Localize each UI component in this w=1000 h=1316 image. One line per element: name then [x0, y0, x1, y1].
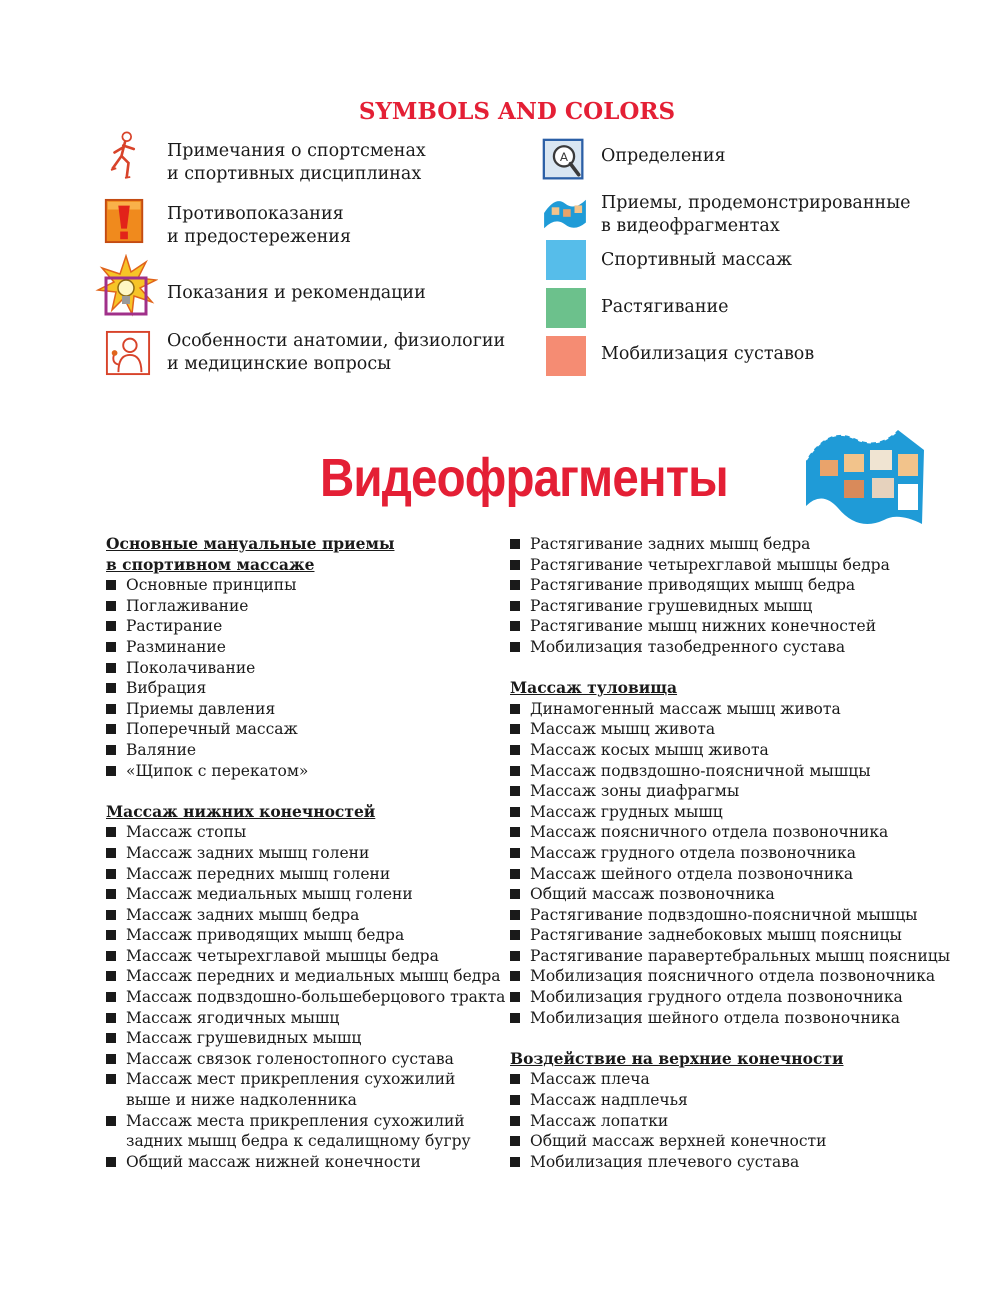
bullet-square-icon: [510, 971, 520, 981]
doctor-icon: [104, 330, 152, 376]
svg-text:A: A: [559, 149, 569, 164]
list-item: [510, 925, 950, 946]
list-item: [106, 843, 505, 864]
list-item: [510, 864, 950, 885]
list-item-label: Массаж шейного отдела позвоночника: [530, 864, 854, 883]
list-item-label: Разминание: [126, 637, 226, 656]
video-list-right: [510, 534, 950, 1172]
symbol-anatomy-line-2: и медицинские вопросы: [167, 354, 392, 374]
swatch-salmon: [546, 336, 586, 376]
bullet-square-icon: [106, 827, 116, 837]
list-item: [510, 555, 950, 576]
list-item: [106, 1069, 505, 1110]
list-item: [510, 843, 950, 864]
list-item-label: Массаж грушевидных мышц: [126, 1029, 362, 1048]
list-item-label: Массаж приводящих мышц бедра: [126, 926, 405, 945]
list-item: [510, 822, 950, 843]
section-heading-basic-line-2: в спортивном массаже: [106, 554, 315, 574]
section-gap: [106, 781, 505, 802]
bullet-square-icon: [106, 745, 116, 755]
section-list-basic: [106, 575, 505, 781]
bullet-square-icon: [510, 910, 520, 920]
list-item: [106, 987, 505, 1008]
magnifier-icon: [542, 137, 586, 183]
bullet-square-icon: [510, 807, 520, 817]
bullet-square-icon: [510, 889, 520, 899]
list-item-label-line-2: задних мышц бедра к седалищному бугру: [126, 1132, 471, 1151]
bullet-square-icon: [106, 724, 116, 734]
section-list-torso: [510, 699, 950, 1029]
bullet-square-icon: [106, 1033, 116, 1043]
bullet-square-icon: [510, 704, 520, 714]
list-item: [106, 761, 505, 782]
list-item-label: Массаж задних мышц голени: [126, 843, 370, 862]
section-heading-basic-line-1: Основные мануальные приемы: [106, 534, 395, 553]
list-item: [510, 884, 950, 905]
symbol-athletes-line-2: и спортивных дисциплинах: [167, 164, 422, 184]
symbol-mobilization-line-1: Мобилизация суставов: [601, 344, 815, 364]
list-item: [510, 1069, 950, 1090]
list-item-label: Массаж мышц живота: [530, 720, 716, 739]
bullet-square-icon: [510, 992, 520, 1002]
list-item-label-line-2: выше и ниже надколенника: [126, 1091, 357, 1110]
list-item: [106, 575, 505, 596]
bullet-square-icon: [510, 951, 520, 961]
symbol-definitions-line-1: Определения: [601, 146, 726, 166]
section-gap: [510, 658, 950, 679]
bullet-square-icon: [510, 786, 520, 796]
list-item: [106, 884, 505, 905]
list-item: [106, 966, 505, 987]
list-item: [106, 596, 505, 617]
list-item-label: Мобилизация шейного отдела позвоночника: [530, 1008, 901, 1027]
bullet-square-icon: [106, 601, 116, 611]
bullet-square-icon: [510, 1074, 520, 1084]
list-item: [510, 1131, 950, 1152]
list-item-label: Растягивание задних мышц бедра: [530, 535, 811, 553]
list-item-label: Массаж стопы: [126, 823, 247, 842]
list-item: [510, 905, 950, 926]
bullet-square-icon: [510, 601, 520, 611]
list-item-label: Растягивание подвздошно-поясничной мышцы: [530, 905, 918, 924]
list-item-label: Массаж четырехглавой мышцы бедра: [126, 946, 439, 965]
list-item-label: Растягивание паравертебральных мышц поясницы: [530, 946, 951, 965]
section-list-lower-limbs: [106, 822, 505, 1172]
bullet-square-icon: [106, 848, 116, 858]
list-item: [510, 1152, 950, 1173]
list-item-label: Растягивание заднебоковых мышц поясницы: [530, 926, 902, 945]
section-heading-upper-limbs: [510, 1049, 950, 1070]
list-item: [510, 534, 950, 555]
list-item-label: Растягивание грушевидных мышц: [530, 596, 813, 615]
list-item: [106, 1028, 505, 1049]
list-item: [510, 596, 950, 617]
list-item: [510, 802, 950, 823]
list-item: [106, 1152, 505, 1173]
list-item: [510, 966, 950, 987]
list-item: [510, 1008, 950, 1029]
bullet-square-icon: [510, 827, 520, 837]
bullet-square-icon: [510, 560, 520, 570]
bullet-square-icon: [510, 724, 520, 734]
list-item-label: Валяние: [126, 740, 197, 759]
list-item-label: Массаж подвздошно-большеберцового тракта: [126, 988, 506, 1007]
list-item-label-line-1: Массаж мест прикрепления сухожилий: [126, 1070, 456, 1089]
list-item-label: Растягивание приводящих мышц бедра: [530, 576, 856, 595]
list-item-label: Общий массаж нижней конечности: [126, 1152, 421, 1171]
video-title: Видеофрагменты: [320, 448, 728, 508]
list-item: [510, 575, 950, 596]
bullet-square-icon: [106, 642, 116, 652]
list-item: [106, 905, 505, 926]
list-item: [106, 678, 505, 699]
list-item-label: Мобилизация плечевого сустава: [530, 1152, 800, 1171]
list-item: [106, 946, 505, 967]
list-item-label: Массаж ягодичных мышц: [126, 1008, 340, 1027]
list-item: [510, 761, 950, 782]
bullet-square-icon: [510, 930, 520, 940]
symbol-indications-line-1: Показания и рекомендации: [167, 283, 426, 303]
list-item-label: Мобилизация грудного отдела позвоночника: [530, 988, 903, 1007]
list-item-label: Массаж передних и медиальных мышц бедра: [126, 967, 501, 986]
list-item: [106, 1049, 505, 1070]
bullet-square-icon: [510, 1136, 520, 1146]
list-item-label: Растягивание четырехглавой мышцы бедра: [530, 555, 890, 574]
symbol-videos-line-2: в видеофрагментах: [601, 216, 780, 236]
bullet-square-icon: [510, 1157, 520, 1167]
list-item-label: Массаж зоны диафрагмы: [530, 782, 740, 801]
list-item-label: Массаж подвздошно-поясничной мышцы: [530, 761, 871, 780]
section-gap: [510, 1028, 950, 1049]
bullet-square-icon: [510, 1095, 520, 1105]
symbol-sport-massage-line-1: Спортивный массаж: [601, 250, 792, 270]
bullet-square-icon: [510, 621, 520, 631]
list-item: [510, 637, 950, 658]
section-heading-torso-line-1: Массаж туловища: [510, 678, 678, 698]
list-item-label: Динамогенный массаж мышц живота: [530, 699, 841, 718]
bullet-square-icon: [510, 642, 520, 652]
bullet-square-icon: [510, 539, 520, 549]
list-item: [106, 699, 505, 720]
list-item: [106, 616, 505, 637]
bullet-square-icon: [510, 766, 520, 776]
list-item: [510, 946, 950, 967]
symbol-videos-line-1: Приемы, продемонстрированные: [601, 193, 911, 213]
bullet-square-icon: [106, 1054, 116, 1064]
list-item-label: Массаж грудного отдела позвоночника: [530, 843, 856, 862]
bullet-square-icon: [106, 910, 116, 920]
section-list-stretching: [510, 534, 950, 658]
list-item-label: Массаж задних мышц бедра: [126, 905, 360, 924]
list-item-label: Поперечный массаж: [126, 720, 298, 739]
list-item-label: Растягивание мышц нижних конечностей: [530, 617, 877, 636]
list-item: [106, 637, 505, 658]
exclamation-icon: [102, 196, 148, 246]
bullet-square-icon: [106, 683, 116, 693]
bullet-square-icon: [106, 1116, 116, 1126]
list-item: [106, 925, 505, 946]
bullet-square-icon: [106, 1074, 116, 1084]
symbol-contraindications-line-1: Противопоказания: [167, 204, 344, 224]
bullet-square-icon: [106, 930, 116, 940]
list-item-label: Общий массаж позвоночника: [530, 885, 775, 904]
section-heading-lower-limbs-line-1: Массаж нижних конечностей: [106, 801, 376, 821]
bullet-square-icon: [106, 992, 116, 1002]
list-item: [510, 719, 950, 740]
bullet-square-icon: [106, 663, 116, 673]
list-item-label: Мобилизация поясничного отдела позвоночника: [530, 967, 936, 986]
list-item-label: Мобилизация тазобедренного сустава: [530, 637, 846, 656]
video-list-left: [106, 534, 505, 1172]
list-item-label: Массаж поясничного отдела позвоночника: [530, 823, 889, 842]
list-item-label: Приемы давления: [126, 699, 276, 718]
list-item: [510, 616, 950, 637]
list-item-label: Массаж надплечья: [530, 1091, 688, 1110]
list-item-label: Поколачивание: [126, 658, 256, 677]
bullet-square-icon: [106, 971, 116, 981]
list-item-label: Поглаживание: [126, 596, 249, 615]
list-item-label-line-1: Массаж места прикрепления сухожилий: [126, 1111, 465, 1130]
list-item-label: Массаж передних мышц голени: [126, 864, 391, 883]
filmstrip-icon: [542, 194, 588, 232]
section-heading-lower-limbs: [106, 802, 505, 823]
list-item: [106, 658, 505, 679]
symbol-contraindications-line-2: и предостережения: [167, 227, 351, 247]
list-item: [106, 740, 505, 761]
bullet-square-icon: [510, 848, 520, 858]
list-item: [106, 719, 505, 740]
list-item: [510, 740, 950, 761]
lightbulb-icon: [94, 254, 158, 318]
list-item-label: Массаж грудных мышц: [530, 802, 723, 821]
bullet-square-icon: [106, 766, 116, 776]
list-item: [106, 1008, 505, 1029]
bullet-square-icon: [510, 745, 520, 755]
bullet-square-icon: [510, 1013, 520, 1023]
bullet-square-icon: [106, 1013, 116, 1023]
bullet-square-icon: [510, 580, 520, 590]
bullet-square-icon: [106, 580, 116, 590]
section-heading-upper-limbs-line-1: Воздействие на верхние конечности: [510, 1048, 844, 1068]
list-item: [106, 864, 505, 885]
list-item-label: Массаж медиальных мышц голени: [126, 885, 413, 904]
filmstrip-icon: [798, 420, 930, 532]
list-item: [510, 1090, 950, 1111]
list-item-label: Массаж лопатки: [530, 1111, 669, 1130]
list-item-label: Основные принципы: [126, 576, 297, 595]
list-item-label: «Щипок с перекатом»: [126, 761, 309, 780]
runner-icon: [104, 128, 146, 184]
list-item-label: Массаж косых мышц живота: [530, 740, 769, 759]
list-item: [510, 699, 950, 720]
list-item-label: Массаж плеча: [530, 1070, 650, 1089]
swatch-blue: [546, 240, 586, 280]
list-item: [106, 822, 505, 843]
list-item-label: Растирание: [126, 617, 223, 636]
list-item-label: Массаж связок голеностопного сустава: [126, 1049, 454, 1068]
list-item: [510, 781, 950, 802]
bullet-square-icon: [106, 889, 116, 899]
bullet-square-icon: [510, 1116, 520, 1126]
bullet-square-icon: [106, 869, 116, 879]
list-item: [510, 987, 950, 1008]
bullet-square-icon: [106, 1157, 116, 1167]
symbols-title: SYMBOLS AND COLORS: [358, 98, 676, 125]
list-item-label: Общий массаж верхней конечности: [530, 1132, 827, 1151]
bullet-square-icon: [510, 869, 520, 879]
section-list-upper-limbs: [510, 1069, 950, 1172]
list-item-label: Вибрация: [126, 679, 207, 698]
symbol-stretching-line-1: Растягивание: [601, 297, 729, 317]
bullet-square-icon: [106, 704, 116, 714]
bullet-square-icon: [106, 951, 116, 961]
list-item: [106, 1111, 505, 1152]
swatch-green: [546, 288, 586, 328]
symbol-athletes-line-1: Примечания о спортсменах: [167, 141, 426, 161]
section-heading-basic: [106, 534, 505, 575]
section-heading-torso: [510, 678, 950, 699]
list-item: [510, 1111, 950, 1132]
bullet-square-icon: [106, 621, 116, 631]
symbol-anatomy-line-1: Особенности анатомии, физиологии: [167, 331, 506, 351]
